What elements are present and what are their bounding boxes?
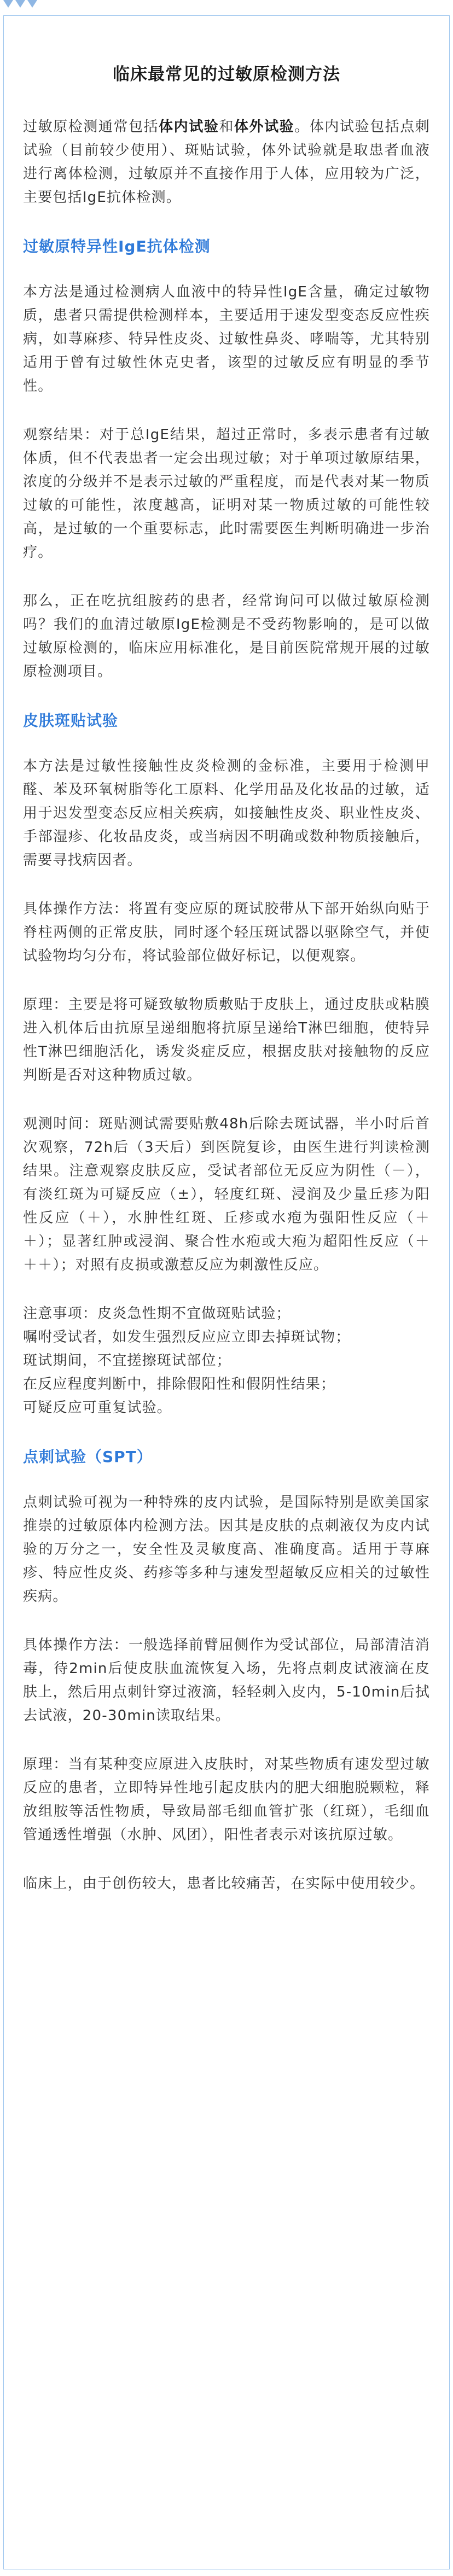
note-item: 可疑反应可重复试验。	[23, 1400, 172, 1416]
paragraph: 点刺试验可视为一种特殊的皮内试验，是国际特别是欧美国家推崇的过敏原体内检测方法。因其是皮肤的点刺液仅为皮内试验的万分之一，安全性及灵敏度高、准确度高。适用于荨麻疹、特应性皮炎、药疹等多种与速发型超敏反应相关的过敏性疾病。	[23, 1494, 430, 1605]
paragraph: 观察结果：对于总IgE结果，超过正常时，多表示患者有过敏体质，但不代表患者一定会出现过敏；对于单项过敏原结果，浓度的分级并不是表示过敏的严重程度，而是代表对某一物质过敏的可能性，浓度越高，证明对某一物质过敏的可能性较高，是过敏的一个重要标志，此时需要医生判断明确进一步治疗。	[23, 427, 430, 561]
intro-text-1: 过敏原检测通常包括	[23, 119, 159, 135]
paragraph: 具体操作方法：将置有变应原的斑试胶带从下部开始纵向贴于脊柱两侧的正常皮肤，同时逐个轻压斑试器以驱除空气，并使试验物均匀分布，将试验部位做好标记，以便观察。	[23, 901, 430, 964]
intro-bold-1: 体内试验	[159, 119, 219, 135]
section-heading-ige: 过敏原特异性IgE抗体检测	[23, 237, 211, 255]
note-item: 在反应程度判断中，排除假阳性和假阴性结果；	[23, 1376, 336, 1392]
paragraph: 具体操作方法：一般选择前臂屈侧作为受试部位，局部清洁消毒，待2min后使皮肤血流恢复入场，先将点刺皮试液滴在皮肤上，然后用点刺针穿过液滴，轻轻刺入皮内，5-10min后拭去试液，20-30min读取结果。	[23, 1637, 430, 1724]
section-heading-patch-test: 皮肤斑贴试验	[23, 712, 119, 730]
note-item: 嘱咐受试者，如发生强烈反应应立即去掉斑试物；	[23, 1329, 351, 1345]
paragraph: 那么，正在吃抗组胺药的患者，经常询问可以做过敏原检测吗？我们的血清过敏原IgE检测是不受药物影响的，是可以做过敏原检测的，临床应用标准化，是目前医院常规开展的过敏原检测项目。	[23, 593, 430, 680]
article-title: 临床最常见的过敏原检测方法	[113, 65, 340, 84]
intro-bold-2: 体外试验	[234, 119, 295, 135]
intro-text-3: 。体内试验包括点刺试验（目前较少使用）、斑贴试验，体外试验就是取患者血液进行离体检测，过敏原并不直接作用于人体，应用较为广泛，主要包括IgE抗体检测。	[23, 119, 430, 206]
note-item: 注意事项：皮炎急性期不宜做斑贴试验；	[23, 1306, 291, 1322]
triangle-ornament-icon	[3, 0, 37, 8]
paragraph: 临床上，由于创伤较大，患者比较痛苦，在实际中使用较少。	[23, 1875, 425, 1892]
paragraph: 本方法是通过检测病人血液中的特异性IgE含量，确定过敏物质，患者只需提供检测样本，主要适用于速发型变态反应性疾病，如荨麻疹、特异性皮炎、过敏性鼻炎、哮喘等，尤其特别适用于曾有过敏性休克史者，该型的过敏反应有明显的季节性。	[23, 284, 430, 394]
paragraph: 本方法是过敏性接触性皮炎检测的金标准，主要用于检测甲醛、苯及环氧树脂等化工原料、化学用品及化妆品的过敏，适用于迟发型变态反应相关疾病，如接触性皮炎、职业性皮炎、手部湿疹、化妆品皮炎，或当病因不明确或数种物质接触后，需要寻找病因者。	[23, 758, 430, 869]
paragraph: 原理：主要是将可疑致敏物质敷贴于皮肤上，通过皮肤或粘膜进入机体后由抗原呈递细胞将抗原呈递给T淋巴细胞，使特异性T淋巴细胞活化，诱发炎症反应，根据皮肤对接触物的反应判断是否对这种物质过敏。	[23, 996, 430, 1083]
paragraph: 原理：当有某种变应原进入皮肤时，对某些物质有速发型过敏反应的患者，立即特异性地引起皮肤内的肥大细胞脱颗粒，释放组胺等活性物质，导致局部毛细血管扩张（红斑），毛细血管通透性增强（水肿、风团），阳性者表示对该抗原过敏。	[23, 1756, 430, 1843]
paragraph: 观测时间：斑贴测试需要贴敷48h后除去斑试器，半小时后首次观察，72h后（3天后）到医院复诊，由医生进行判读检测结果。注意观察皮肤反应，受试者部位无反应为阴性（－），有淡红斑为可疑反应（±），轻度红斑、浸润及少量丘疹为阳性反应（＋），水肿性红斑、丘疹或水疱为强阳性反应（＋＋）；显著红肿或浸润、聚合性水疱或大疱为超阳性反应（＋＋＋）；对照有皮损或激惹反应为刺激性反应。	[23, 1116, 430, 1273]
intro-text-2: 和	[219, 119, 234, 135]
article-frame	[3, 15, 450, 2569]
section-heading-skin-prick-test: 点刺试验（SPT）	[23, 1448, 153, 1466]
note-item: 斑试期间，不宜搓擦斑试部位；	[23, 1353, 231, 1369]
